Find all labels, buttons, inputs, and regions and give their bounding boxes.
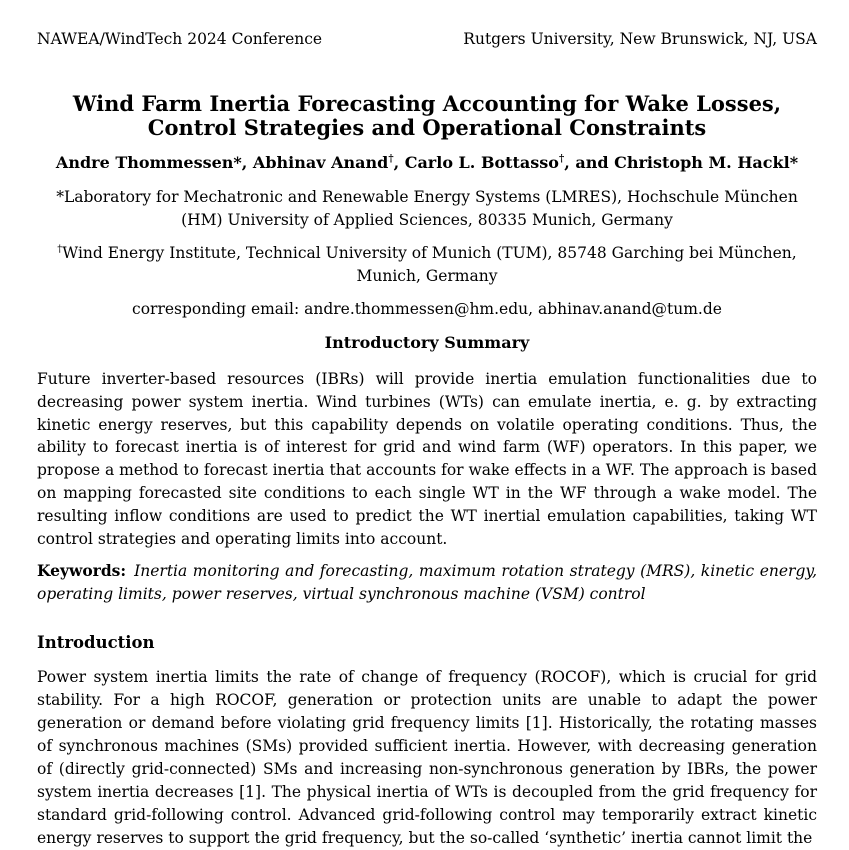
abstract-paragraph: Future inverter-based resources (IBRs) will provide inertia emulation functionalities due to decreasing power system inertia. Wind turbines (WTs) can emulate inertia, e. g. by extracting kinetic energy reserves, but this capability depends on volatile operating conditions. Thus, the ability to forecast inertia is of interest for grid and wind farm (WF) operators. In this paper, we propose a method to forecast inertia that accounts for wake effects in a WF. The approach is based on mapping forecasted site conditions to each single WT in the WF through a wake model. The resulting inflow conditions are used to predict the WT inertial emulation capabilities, taking WT control strategies and operating limits into account. <box>37 370 817 548</box>
keywords-text: Inertia monitoring and forecasting, maximum rotation strategy (MRS), kinetic energy, operating limits, power reserves, virtual synchronous machine (VSM) control <box>37 562 817 603</box>
header-left: NAWEA/WindTech 2024 Conference <box>37 30 323 48</box>
author-4: Christoph M. Hackl* <box>614 153 799 172</box>
dagger-mark: † <box>558 153 565 165</box>
title-line-1: Wind Farm Inertia Forecasting Accounting for Wake Losses, <box>72 91 782 116</box>
author-list: Andre Thommessen*, Abhinav Anand†, Carlo L. Bottasso†, and Christoph M. Hackl* <box>55 153 799 172</box>
summary-heading: Introductory Summary <box>324 333 530 352</box>
author-2: Abhinav Anand <box>252 153 389 172</box>
header-right: Rutgers University, New Brunswick, NJ, USA <box>463 30 817 48</box>
affiliation-tum <box>37 242 817 287</box>
dagger-mark: † <box>57 243 63 255</box>
affiliation-lmres: *Laboratory for Mechatronic and Renewable Energy Systems (LMRES), Hochschule München (HM) University of Applied Sciences, 80335 Munich, Germany <box>56 188 798 229</box>
corresponding-email: corresponding email: andre.thommessen@hm.edu, abhinav.anand@tum.de <box>132 300 722 318</box>
affiliation-tum-text: Wind Energy Institute, Technical University of Munich (TUM), 85748 Garching bei München, Munich, Germany <box>62 244 797 285</box>
author-3: Carlo L. Bottasso <box>404 153 559 172</box>
title-line-2: Control Strategies and Operational Constraints <box>147 115 707 140</box>
section-heading-introduction: Introduction <box>37 633 155 652</box>
paper-title <box>37 92 817 140</box>
author-1: Andre Thommessen* <box>55 153 242 172</box>
dagger-mark: † <box>388 153 394 165</box>
paper-page <box>37 0 817 850</box>
keywords-block <box>37 560 817 606</box>
keywords-label: Keywords: <box>37 561 127 580</box>
introduction-paragraph: Power system inertia limits the rate of change of frequency (ROCOF), which is crucial for grid stability. For a high ROCOF, generation or protection units are unable to adapt the power generation or demand before violating grid frequency limits [1]. Historically, the rotating masses of synchronous machines (SMs) provided sufficient inertia. However, with decreasing generation of (directly grid-connected) SMs and increasing non-synchronous generation by IBRs, the power system inertia decreases [1]. The physical inertia of WTs is decoupled from the grid frequency for standard grid-following control. Advanced grid-following control may temporarily extract kinetic energy reserves to support the grid frequency, but the so-called ‘synthetic’ inertia cannot limit the <box>37 668 817 847</box>
